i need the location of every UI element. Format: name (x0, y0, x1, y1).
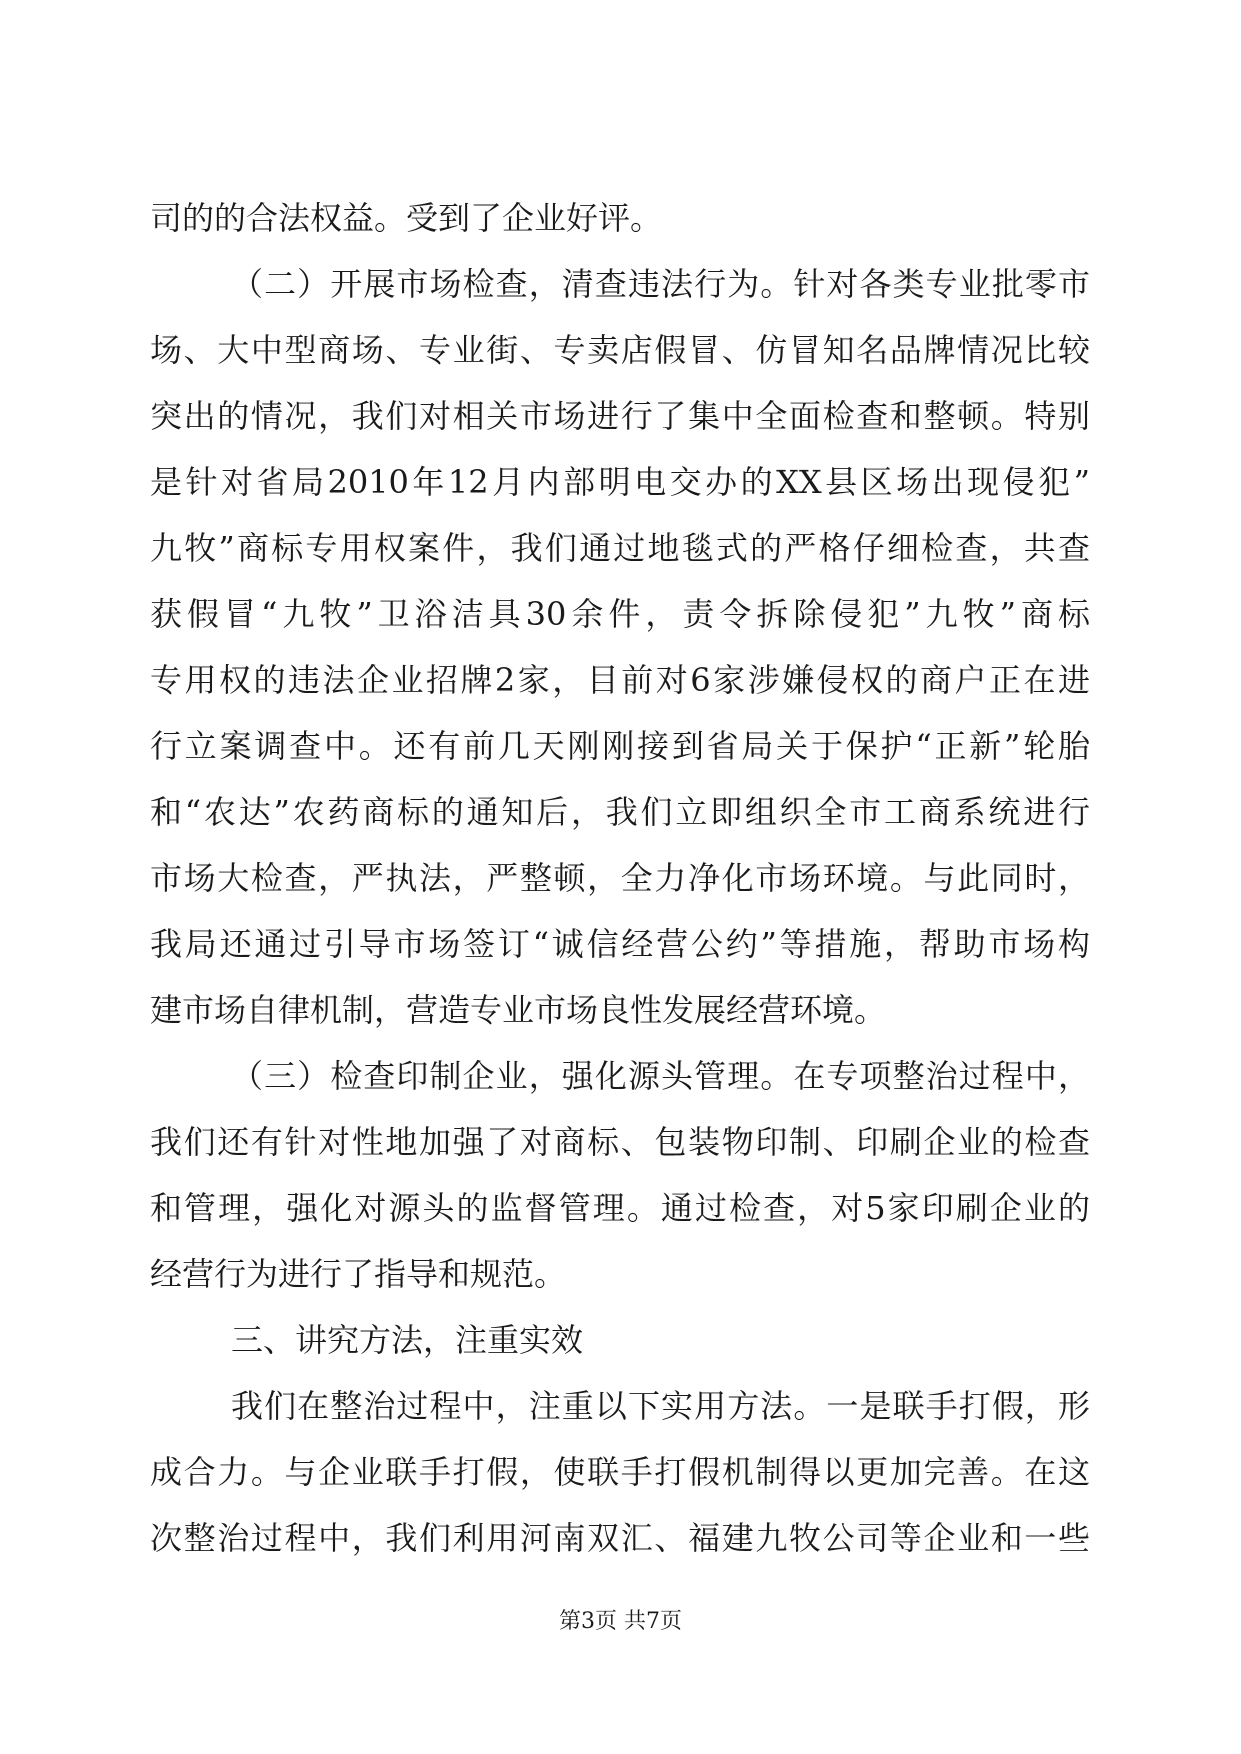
body-line: 获假冒“九牧”卫浴洁具30余件，责令拆除侵犯”九牧”商标 (150, 595, 1090, 633)
page-number-footer: 第3页 共7页 (559, 1609, 682, 1634)
body-line: 市场大检查，严执法，严整顿，全力净化市场环境。与此同时， (150, 859, 1090, 897)
body-line: 和“农达”农药商标的通知后，我们立即组织全市工商系统进行 (150, 793, 1090, 831)
body-line: 是针对省局2010年12月内部明电交办的XX县区场出现侵犯” (150, 463, 1090, 501)
body-line: 成合力。与企业联手打假，使联手打假机制得以更加完善。在这 (150, 1453, 1090, 1491)
body-line: 我局还通过引导市场签订“诚信经营公约”等措施，帮助市场构 (150, 925, 1090, 963)
body-line: 建市场自律机制，营造专业市场良性发展经营环境。 (150, 991, 887, 1029)
body-line: 场、大中型商场、专业街、专卖店假冒、仿冒知名品牌情况比较 (150, 331, 1090, 369)
body-line: 专用权的违法企业招牌2家，目前对6家涉嫌侵权的商户正在进 (150, 661, 1090, 699)
paragraph-heading-line: （三）检查印制企业，强化源头管理。在专项整治过程中， (231, 1057, 1090, 1095)
body-line: 经营行为进行了指导和规范。 (150, 1255, 567, 1293)
body-line: 司的的合法权益。受到了企业好评。 (150, 199, 663, 237)
body-line: 我们在整治过程中，注重以下实用方法。一是联手打假，形 (231, 1387, 1090, 1425)
body-line: 我们还有针对性地加强了对商标、包装物印制、印刷企业的检查 (150, 1123, 1090, 1161)
body-line: 行立案调查中。还有前几天刚刚接到省局关于保护“正新”轮胎 (150, 727, 1090, 765)
body-line: 九牧”商标专用权案件，我们通过地毯式的严格仔细检查，共查 (150, 529, 1090, 567)
body-line: 和管理，强化对源头的监督管理。通过检查，对5家印刷企业的 (150, 1189, 1090, 1227)
body-line: 次整治过程中，我们利用河南双汇、福建九牧公司等企业和一些 (150, 1519, 1090, 1557)
paragraph-heading-line: （二）开展市场检查，清查违法行为。针对各类专业批零市 (231, 265, 1090, 303)
section-heading: 三、讲究方法，注重实效 (231, 1321, 584, 1359)
body-line: 突出的情况，我们对相关市场进行了集中全面检查和整顿。特别 (150, 397, 1090, 435)
